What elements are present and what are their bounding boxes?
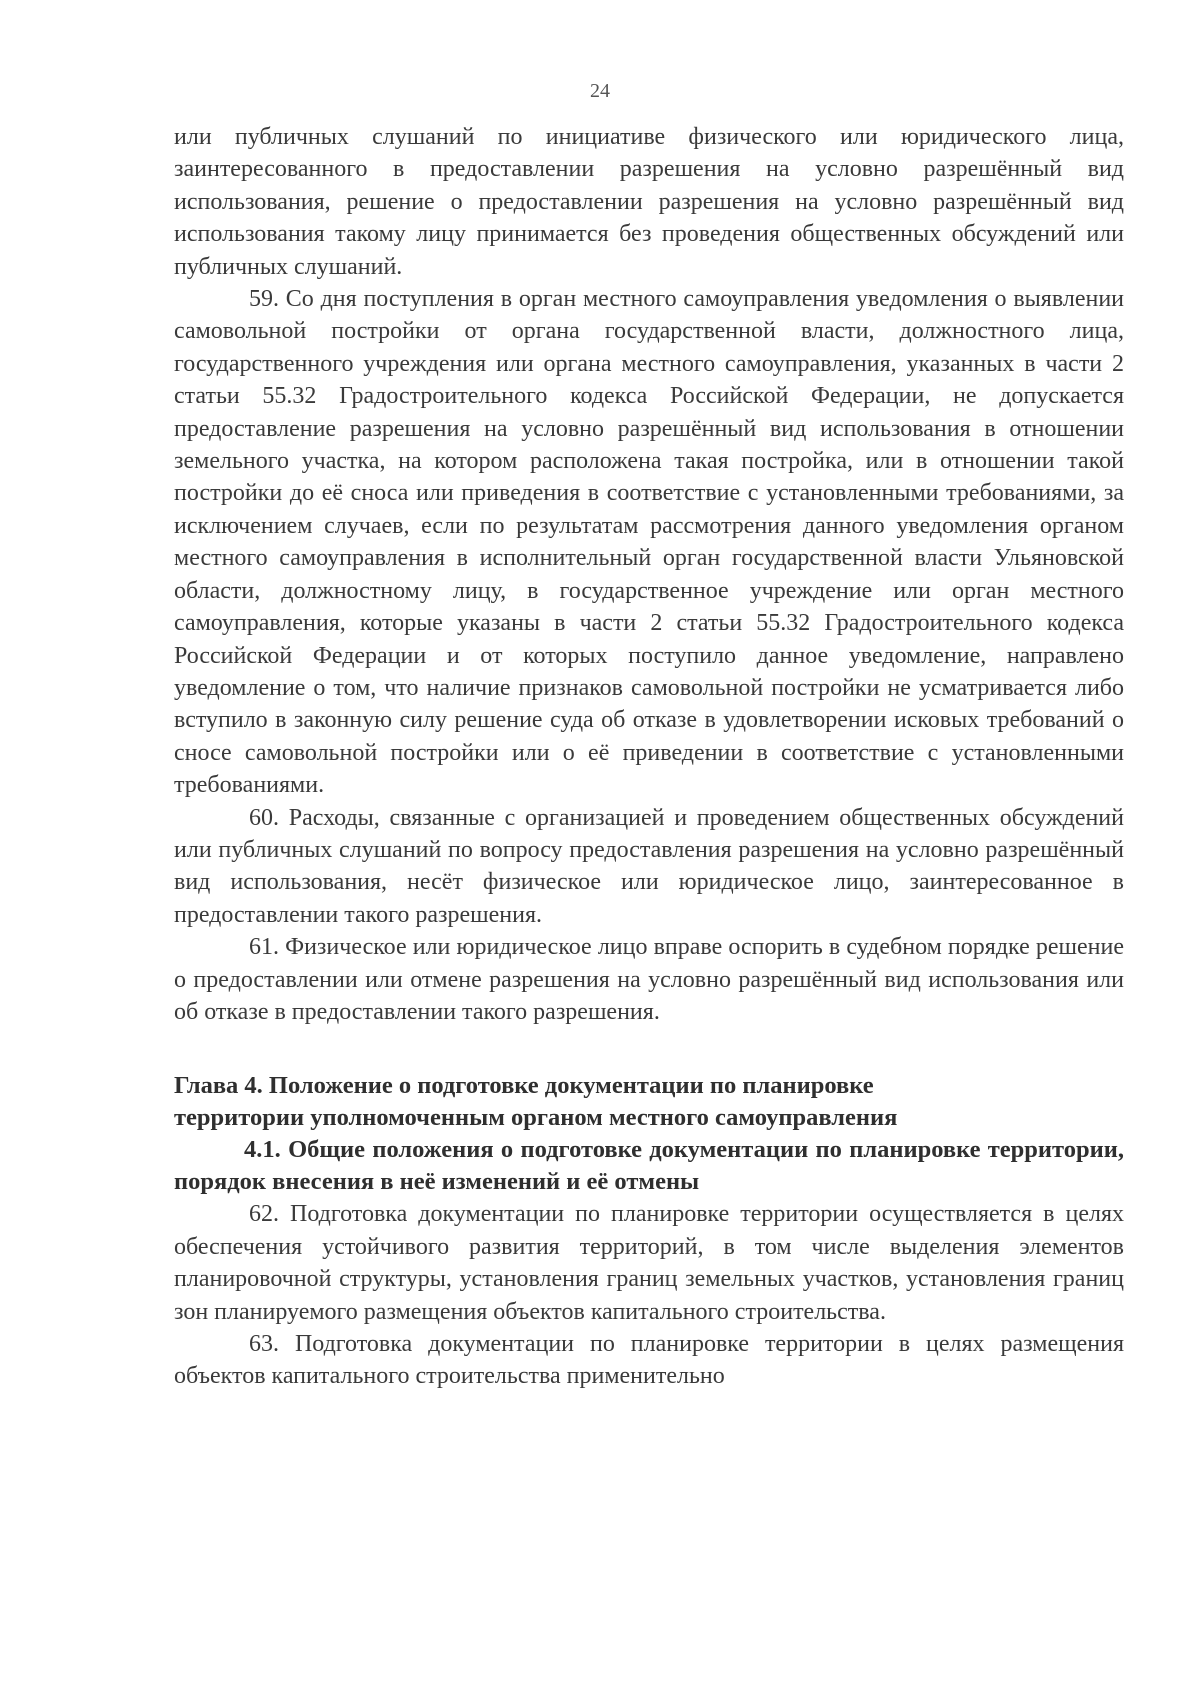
paragraph-59: 59. Со дня поступления в орган местного самоуправления уведомления о выявлении самовольной постройки от органа государственной власти, должностного лица, государственного учреждения или органа местного самоуправления, указанных в части 2 статьи 55.32 Градостроительного кодекса Российской Федерации, не допускается предоставление разрешения на условно разрешённый вид использования в отношении земельного участка, на котором расположена такая постройка, или в отношении такой постройки до её сноса или приведения в соответствие с установленными требованиями, за исключением случаев, если по результатам рассмотрения данного уведомления органом местного самоуправления в исполнительный орган государственной власти Ульяновской области, должностному лицу, в государственное учреждение или орган местного самоуправления, которые указаны в части 2 статьи 55.32 Градостроительного кодекса Российской Федерации и от которых поступило данное уведомление, направлено уведомление о том, что наличие признаков самовольной постройки не усматривается либо вступило в законную силу решение суда об отказе в удовлетворении исковых требований о сносе самовольной постройки или о её приведении в соответствие с установленными требованиями. — [174, 286, 1124, 799]
section-title: 4.1. Общие положения о подготовке документации по планировке территории, порядок внесения в неё изменений и её отмены — [174, 1136, 1124, 1196]
paragraph-61: 61. Физическое или юридическое лицо вправе оспорить в судебном порядке решение о предоставлении или отмене разрешения на условно разрешённый вид использования или об отказе в предоставлении такого разрешения. — [174, 934, 1124, 1025]
document-body — [174, 121, 1124, 1393]
paragraph-63: 63. Подготовка документации по планировке территории в целях размещения объектов капитального строительства применительно — [174, 1331, 1124, 1390]
page-number: 24 — [590, 80, 610, 102]
paragraph-62: 62. Подготовка документации по планировке территории осуществляется в целях обеспечения устойчивого развития территорий, в том числе выделения элементов планировочной структуры, установления границ земельных участков, установления границ зон планируемого размещения объектов капитального строительства. — [174, 1201, 1124, 1325]
paragraph-continued: или публичных слушаний по инициативе физического или юридического лица, заинтересованного в предоставлении разрешения на условно разрешённый вид использования, решение о предоставлении разрешения на условно разрешённый вид использования такому лицу принимается без проведения общественных обсуждений или публичных слушаний. — [174, 124, 1124, 280]
chapter-title-line-2: территории уполномоченным органом местного самоуправления — [174, 1104, 898, 1132]
paragraph-60: 60. Расходы, связанные с организацией и проведением общественных обсуждений или публичных слушаний по вопросу предоставления разрешения на условно разрешённый вид использования, несёт физическое или юридическое лицо, заинтересованное в предоставлении такого разрешения. — [174, 804, 1124, 928]
chapter-title-line-1: Глава 4. Положение о подготовке документации по планировке — [174, 1072, 874, 1100]
